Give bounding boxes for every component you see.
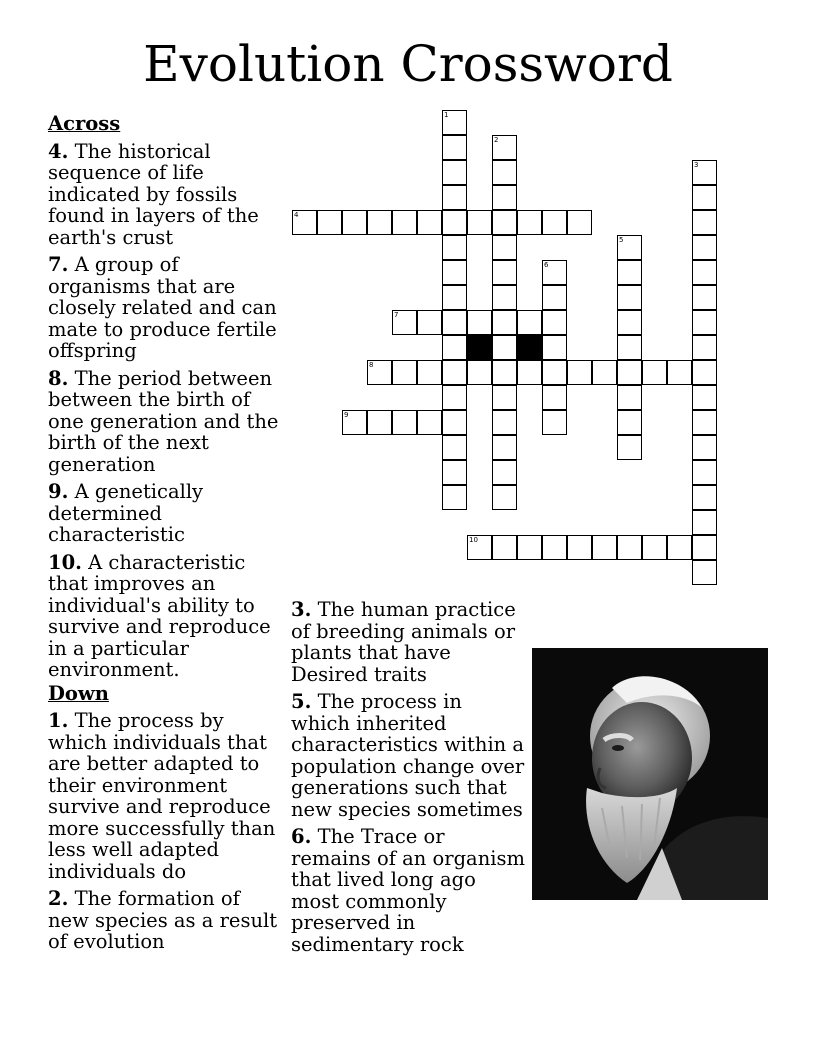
grid-cell[interactable] xyxy=(492,210,517,235)
grid-cell[interactable] xyxy=(692,335,717,360)
clue-text: The period between between the birth of one generation and the birth of the next generation xyxy=(48,366,279,476)
grid-cell[interactable] xyxy=(592,360,617,385)
grid-cell[interactable] xyxy=(617,535,642,560)
grid-cell[interactable] xyxy=(592,535,617,560)
grid-cell[interactable] xyxy=(317,210,342,235)
grid-cell[interactable] xyxy=(442,135,467,160)
grid-cell[interactable] xyxy=(392,360,417,385)
grid-cell[interactable] xyxy=(567,535,592,560)
clue-across-8 xyxy=(48,368,284,476)
grid-cell[interactable] xyxy=(517,210,542,235)
grid-cell[interactable] xyxy=(567,210,592,235)
grid-cell[interactable] xyxy=(492,435,517,460)
grid-cell[interactable] xyxy=(342,210,367,235)
grid-cell[interactable] xyxy=(692,510,717,535)
grid-cell[interactable] xyxy=(442,260,467,285)
grid-cell[interactable] xyxy=(692,360,717,385)
grid-number: 5 xyxy=(619,236,624,244)
grid-cell[interactable] xyxy=(542,535,567,560)
grid-cell[interactable] xyxy=(517,360,542,385)
grid-cell[interactable] xyxy=(517,535,542,560)
grid-cell[interactable] xyxy=(442,210,467,235)
grid-cell[interactable] xyxy=(442,360,467,385)
grid-cell[interactable] xyxy=(492,385,517,410)
clue-across-9 xyxy=(48,481,284,546)
grid-cell[interactable] xyxy=(542,385,567,410)
grid-cell[interactable] xyxy=(692,185,717,210)
grid-cell[interactable] xyxy=(617,360,642,385)
grid-cell[interactable] xyxy=(692,310,717,335)
grid-cell[interactable] xyxy=(417,360,442,385)
grid-cell[interactable] xyxy=(417,210,442,235)
grid-cell[interactable] xyxy=(692,210,717,235)
clue-number: 7. xyxy=(48,253,69,276)
clue-number: 6. xyxy=(291,825,312,848)
grid-cell[interactable] xyxy=(442,460,467,485)
grid-cell[interactable] xyxy=(492,235,517,260)
clue-text: The formation of new species as a result of evolution xyxy=(48,887,278,953)
grid-cell[interactable] xyxy=(417,310,442,335)
clue-text: The process in which inherited characteristics within a population change over generations such that new species sometimes xyxy=(291,690,525,821)
grid-cell[interactable] xyxy=(492,360,517,385)
grid-cell[interactable] xyxy=(617,410,642,435)
grid-cell[interactable] xyxy=(467,535,492,560)
grid-cell[interactable] xyxy=(692,385,717,410)
grid-cell[interactable] xyxy=(467,310,492,335)
clue-number: 3. xyxy=(291,598,312,621)
grid-number: 7 xyxy=(394,311,399,319)
grid-cell[interactable] xyxy=(542,410,567,435)
grid-number: 4 xyxy=(294,211,299,219)
grid-cell[interactable] xyxy=(692,560,717,585)
grid-cell[interactable] xyxy=(442,285,467,310)
grid-cell[interactable] xyxy=(642,535,667,560)
grid-cell[interactable] xyxy=(442,235,467,260)
grid-cell[interactable] xyxy=(692,535,717,560)
grid-cell[interactable] xyxy=(492,485,517,510)
down-heading: Down xyxy=(48,681,109,705)
grid-cell[interactable] xyxy=(692,410,717,435)
clue-text: A genetically determined characteristic xyxy=(48,480,204,546)
grid-cell[interactable] xyxy=(367,410,392,435)
grid-cell[interactable] xyxy=(442,485,467,510)
clue-text: The process by which individuals that are better adapted to their environment survive and reproduce more successfully than less well adapted individuals do xyxy=(48,709,276,883)
clue-across-4 xyxy=(48,141,284,249)
grid-cell[interactable] xyxy=(492,185,517,210)
clue-text: The human practice of breeding animals or plants that have Desired traits xyxy=(291,598,516,686)
grid-cell[interactable] xyxy=(692,460,717,485)
grid-cell[interactable] xyxy=(492,310,517,335)
grid-cell[interactable] xyxy=(542,360,567,385)
grid-cell[interactable] xyxy=(442,410,467,435)
grid-number: 6 xyxy=(544,261,549,269)
grid-cell[interactable] xyxy=(492,160,517,185)
clue-number: 2. xyxy=(48,887,69,910)
grid-cell[interactable] xyxy=(367,360,392,385)
grid-cell[interactable] xyxy=(542,260,567,285)
grid-cell[interactable] xyxy=(367,210,392,235)
grid-cell[interactable] xyxy=(492,460,517,485)
grid-cell[interactable] xyxy=(442,110,467,135)
grid-cell[interactable] xyxy=(492,285,517,310)
grid-cell[interactable] xyxy=(617,235,642,260)
grid-cell[interactable] xyxy=(442,185,467,210)
grid-cell[interactable] xyxy=(617,310,642,335)
grid-cell[interactable] xyxy=(392,410,417,435)
clue-across-10 xyxy=(48,552,284,681)
clue-number: 9. xyxy=(48,480,69,503)
clues-right-column xyxy=(291,599,526,961)
grid-cell[interactable] xyxy=(442,435,467,460)
clue-down-6 xyxy=(291,826,526,955)
across-heading: Across xyxy=(48,112,121,135)
grid-cell[interactable] xyxy=(667,535,692,560)
grid-number: 3 xyxy=(694,161,699,169)
clue-number: 4. xyxy=(48,139,69,163)
grid-cell[interactable] xyxy=(692,285,717,310)
clues-left-column xyxy=(48,113,284,959)
grid-number: 2 xyxy=(494,136,499,144)
clue-down-1 xyxy=(48,710,284,882)
portrait-image xyxy=(532,648,768,900)
grid-cell[interactable] xyxy=(542,310,567,335)
grid-cell[interactable] xyxy=(492,335,517,360)
grid-cell[interactable] xyxy=(292,210,317,235)
grid-cell[interactable] xyxy=(492,535,517,560)
grid-cell[interactable] xyxy=(667,360,692,385)
clue-across-7 xyxy=(48,254,284,362)
clue-number: 10. xyxy=(48,550,82,574)
grid-cell[interactable] xyxy=(642,360,667,385)
clue-down-2 xyxy=(48,888,284,953)
grid-cell[interactable] xyxy=(517,310,542,335)
grid-number: 8 xyxy=(369,361,374,369)
grid-cell[interactable] xyxy=(692,160,717,185)
grid-cell[interactable] xyxy=(617,435,642,460)
grid-cell[interactable] xyxy=(567,360,592,385)
grid-number: 10 xyxy=(469,536,478,544)
grid-cell[interactable] xyxy=(692,260,717,285)
grid-cell[interactable] xyxy=(692,435,717,460)
grid-cell[interactable] xyxy=(692,235,717,260)
grid-number: 9 xyxy=(344,411,349,419)
grid-cell[interactable] xyxy=(692,485,717,510)
grid-cell[interactable] xyxy=(492,260,517,285)
grid-cell[interactable] xyxy=(617,260,642,285)
grid-cell[interactable] xyxy=(442,160,467,185)
grid-number: 1 xyxy=(444,111,449,119)
grid-cell[interactable] xyxy=(542,285,567,310)
clue-text: A characteristic that improves an individual's ability to survive and reproduce in a particular environment. xyxy=(48,550,271,681)
grid-cell[interactable] xyxy=(442,385,467,410)
clue-number: 8. xyxy=(48,366,69,390)
grid-cell[interactable] xyxy=(617,385,642,410)
grid-cell[interactable] xyxy=(467,210,492,235)
clue-down-5 xyxy=(291,691,526,820)
grid-cell[interactable] xyxy=(392,210,417,235)
grid-cell[interactable] xyxy=(417,410,442,435)
grid-cell[interactable] xyxy=(342,410,367,435)
grid-cell[interactable] xyxy=(492,135,517,160)
clue-text: A group of organisms that are closely related and can mate to produce fertile offspring xyxy=(48,253,277,362)
page-title: Evolution Crossword xyxy=(143,35,673,93)
clue-text: The historical sequence of life indicated by fossils found in layers of the earth's crust xyxy=(48,139,259,249)
grid-cell[interactable] xyxy=(617,285,642,310)
clue-number: 5. xyxy=(291,690,312,713)
grid-cell[interactable] xyxy=(542,335,567,360)
portrait-illustration xyxy=(532,648,768,900)
grid-cell[interactable] xyxy=(492,410,517,435)
grid-block xyxy=(467,335,492,360)
clue-down-3 xyxy=(291,599,526,685)
clue-number: 1. xyxy=(48,709,69,732)
grid-cell[interactable] xyxy=(442,310,467,335)
grid-cell[interactable] xyxy=(617,335,642,360)
grid-cell[interactable] xyxy=(442,335,467,360)
clue-text: The Trace or remains of an organism that lived long ago most commonly preserved in sedimentary rock xyxy=(291,825,525,956)
grid-cell[interactable] xyxy=(467,360,492,385)
grid-block xyxy=(517,335,542,360)
grid-cell[interactable] xyxy=(392,310,417,335)
grid-cell[interactable] xyxy=(542,210,567,235)
